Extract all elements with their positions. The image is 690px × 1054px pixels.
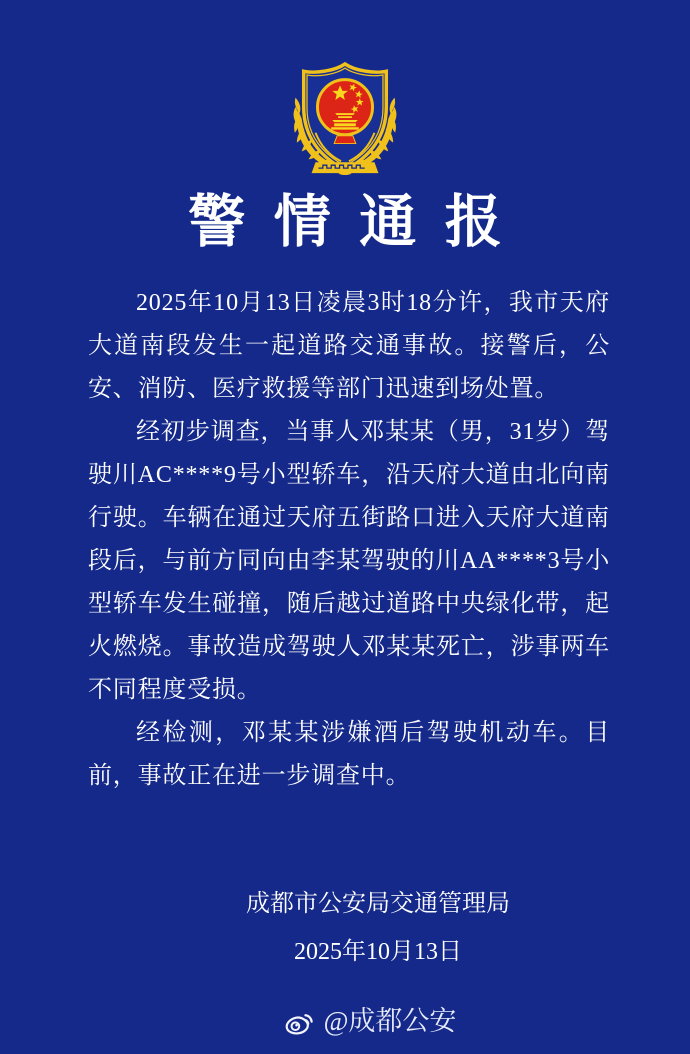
paragraph-incident: 2025年10月13日凌晨3时18分许，我市天府大道南段发生一起道路交通事故。接警后，公安、消防、医疗救援等部门迅速到场处置。 (88, 290, 610, 402)
issue-date: 2025年10月13日 (294, 939, 462, 965)
issuing-authority: 成都市公安局交通管理局 (246, 891, 510, 917)
notice-title: 警情通报 (188, 191, 531, 254)
weibo-handle: @成都公安 (323, 1006, 457, 1036)
weibo-watermark (0, 1004, 690, 1038)
paragraph-conclusion: 经检测，邓某某涉嫌酒后驾驶机动车。目前，事故正在进一步调查中。 (88, 720, 610, 789)
weibo-logo-icon (284, 1009, 315, 1037)
police-badge-icon (286, 58, 404, 178)
paragraph-investigation: 经初步调查，当事人邓某某（男，31岁）驾驶川AC****9号小型轿车，沿天府大道由北向南行驶。车辆在通过天府五街路口进入天府大道南段后，与前方同向由李某驾驶的川AA****3号小型轿车发生碰撞，随后越过道路中央绿化带，起火燃烧。事故造成驾驶人邓某某死亡，涉事两车不同程度受损。 (88, 419, 610, 703)
notice-body (88, 282, 610, 798)
national-emblem (317, 80, 372, 135)
signature-block (0, 884, 690, 972)
